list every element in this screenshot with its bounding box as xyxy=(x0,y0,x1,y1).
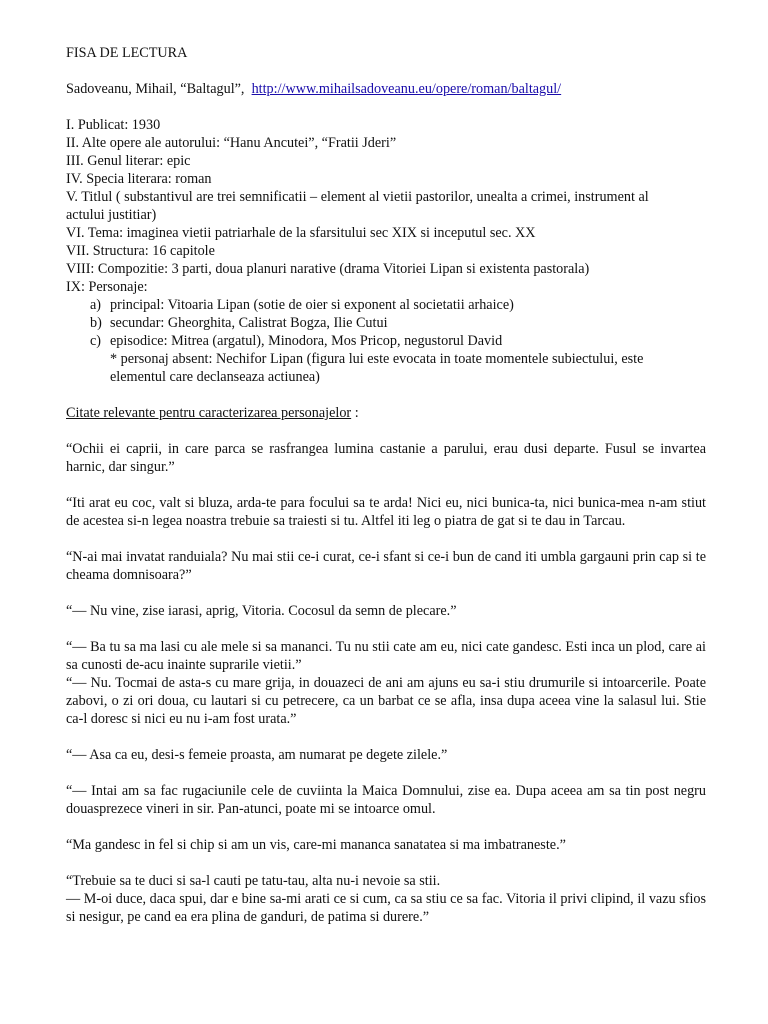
personaj-absent-cont: elementul care declanseaza actiunea) xyxy=(110,369,320,385)
field-compozitie: VIII: Compozitie: 3 parti, doua planuri narative (drama Vitoriei Lipan si existenta pastorala) xyxy=(66,261,590,277)
quote-9: “Ma gandesc in fel si chip si am un vis, care-mi mananca sanatatea si ma imbatraneste.” xyxy=(66,837,566,853)
quote-8: “— Intai am sa fac rugaciunile cele de cuviinta la Maica Domnului, zise ea. Dupa aceea am sa tin post negru douasprezece vineri in sir. Pan-atunci, poate mi se intoarce omul. xyxy=(66,783,706,817)
field-titlul-cont: actului justitiar) xyxy=(66,207,157,223)
quote-10-cont: — M-oi duce, daca spui, dar e bine sa-mi arati ce si cum, ca sa stiu ce sa fac. Vitoria il privi clipind, il vazu sfios si nesigur, pe cand ea era plina de ganduri, de patima si durere.” xyxy=(66,891,706,925)
quote-10: “Trebuie sa te duci si sa-l cauti pe tatu-tau, alta nu-i nevoie sa stii. xyxy=(66,873,441,889)
document-body xyxy=(66,44,706,926)
document-title: FISA DE LECTURA xyxy=(66,45,188,61)
field-structura: VII. Structura: 16 capitole xyxy=(66,243,215,259)
quote-4: “— Nu vine, zise iarasi, aprig, Vitoria. Cocosul da semn de plecare.” xyxy=(66,603,457,619)
field-gen-literar: III. Genul literar: epic xyxy=(66,153,191,169)
quote-6: “— Nu. Tocmai de asta-s cu mare grija, in douazeci de ani am ajuns eu sa-i stiu drumurile si intoarcerile. Poate zabovi, o zi ori doua, cu lautari si cu petrecere, ca un barbat ce se afla, insa dupa aceea vine la salasul lui. Stie ca-l doresc si nici eu nu i-am fost urata.” xyxy=(66,675,706,727)
personaj-episodic: c) episodice: Mitrea (argatul), Minodora, Mos Pricop, negustorul David xyxy=(90,333,503,349)
field-tema: VI. Tema: imaginea vietii patriarhale de la sfarsitului sec XIX si inceputul sec. XX xyxy=(66,225,536,241)
field-publicat: I. Publicat: 1930 xyxy=(66,117,161,133)
field-specia: IV. Specia literara: roman xyxy=(66,171,212,187)
personaj-absent: * personaj absent: Nechifor Lipan (figura lui este evocata in toate momentele subiectului, este xyxy=(110,351,644,367)
quote-7: “— Asa ca eu, desi-s femeie proasta, am numarat pe degete zilele.” xyxy=(66,747,448,763)
field-alte-opere: II. Alte opere ale autorului: “Hanu Ancutei”, “Fratii Jderi” xyxy=(66,135,397,151)
citation-text: Sadoveanu, Mihail, “Baltagul”, xyxy=(66,81,245,97)
personaj-principal: a) principal: Vitoaria Lipan (sotie de oier si exponent al societatii arhaice) xyxy=(90,297,514,313)
personaj-secundar: b) secundar: Gheorghita, Calistrat Bogza, Ilie Cutui xyxy=(90,315,388,331)
reading-fields xyxy=(66,116,706,386)
field-personaje: IX: Personaje: xyxy=(66,279,148,295)
quote-1: “Ochii ei caprii, in care parca se rasfrangea lumina castanie a parului, erau dusi departe. Fusul se invartea harnic, dar singur.” xyxy=(66,441,706,475)
source-link[interactable]: http://www.mihailsadoveanu.eu/opere/roman/baltagul/ xyxy=(251,81,562,97)
quote-2: “Iti arat eu coc, valt si bluza, arda-te para focului sa te arda! Nici eu, nici bunica-ta, nici bunica-mea n-am stiut de acestea si-n legea noastra trebuie sa traiesti si tu. Altfel iti leg o piatra de gat si te dau in Tarcau. xyxy=(66,495,706,529)
citation-line xyxy=(66,80,706,98)
citate-heading: Citate relevante pentru caracterizarea personajelor : xyxy=(66,405,359,421)
quote-3: “N-ai mai invatat randuiala? Nu mai stii ce-i curat, ce-i sfant si ce-i bun de cand iti umbla gargauni prin cap si te cheama domnisoara?” xyxy=(66,549,706,583)
quote-5: “— Ba tu sa ma lasi cu ale mele si sa mananci. Tu nu stii cate am eu, nici cate gandesc. Esti inca un plod, care ai sa cunosti de-acu inainte suprarile vietii.” xyxy=(66,639,706,673)
field-titlul: V. Titlul ( substantivul are trei semnificatii – element al vietii pastorilor, unealta a crimei, instrument al xyxy=(66,189,649,205)
